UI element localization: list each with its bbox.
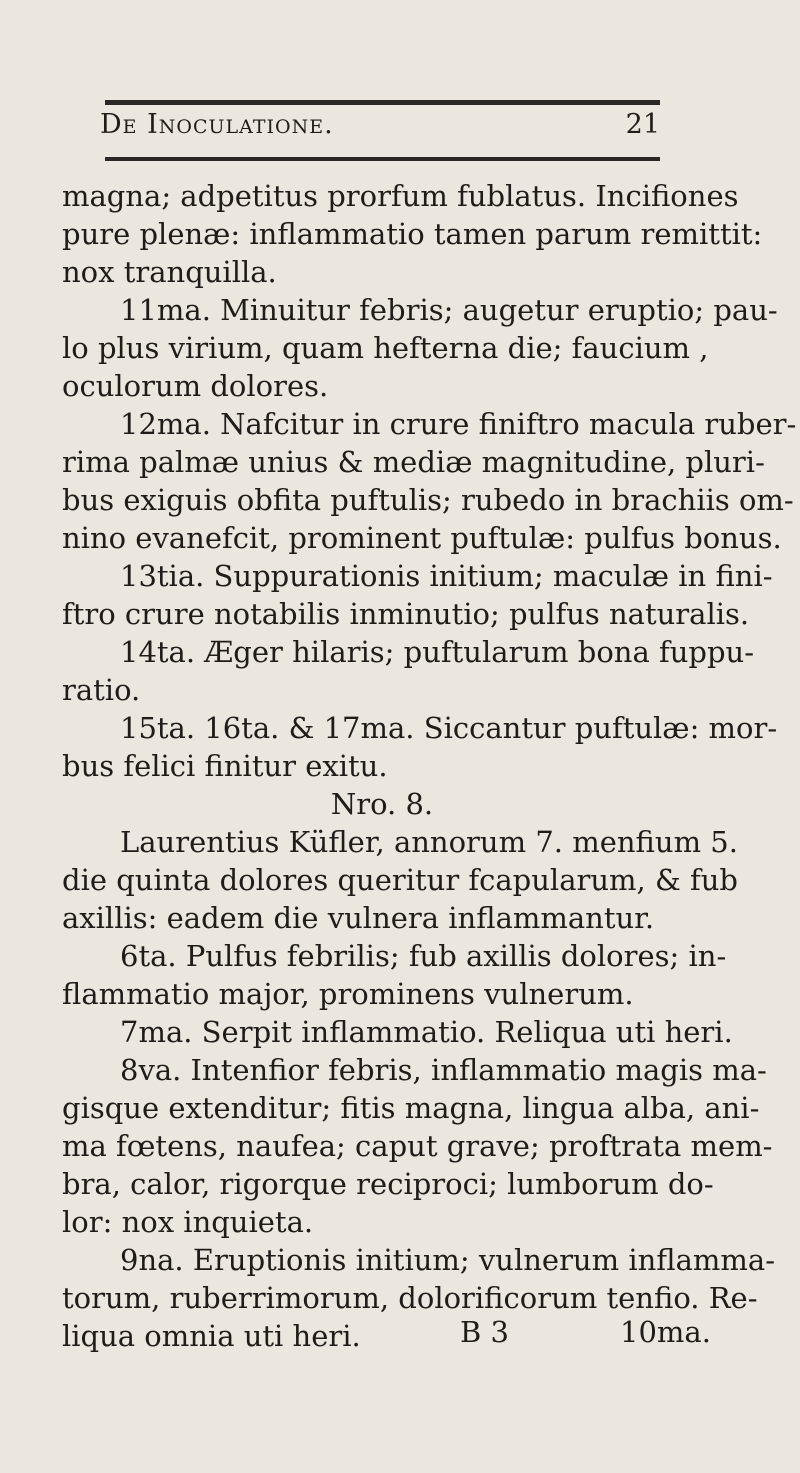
text-line: 9na. Eruptionis initium; vulnerum inflamma- — [120, 1243, 775, 1277]
text-line: lo plus virium, quam hefterna die; faucium , — [62, 331, 709, 365]
text-line: 7ma. Serpit inflammatio. Reliqua uti heri. — [120, 1015, 733, 1049]
text-line: 13tia. Suppurationis initium; maculæ in fini- — [120, 559, 773, 593]
text-line: 11ma. Minuitur febris; augetur eruptio; pau- — [120, 293, 778, 327]
text-line: Laurentius Küfler, annorum 7. menfium 5. — [120, 825, 738, 859]
text-line: torum, ruberrimorum, dolorificorum tenfio. Re- — [62, 1281, 758, 1315]
text-line: 15ta. 16ta. & 17ma. Siccantur puftulæ: mor- — [120, 711, 778, 745]
catchword: 10ma. — [620, 1315, 711, 1349]
running-title: De Inoculatione. — [100, 109, 334, 140]
page-footer — [0, 1315, 800, 1355]
text-line: flammatio major, prominens vulnerum. — [62, 977, 634, 1011]
text-line: nino evanefcit, prominent puftulæ: pulfus bonus. — [62, 521, 782, 555]
page-number: 21 — [625, 109, 660, 140]
text-line: gisque extenditur; fitis magna, lingua alba, ani- — [62, 1091, 760, 1125]
header-rule-bottom — [105, 157, 660, 161]
text-line: die quinta dolores queritur fcapularum, & fub — [62, 863, 738, 897]
text-line: liqua omnia uti heri. — [62, 1319, 361, 1353]
text-line: ftro crure notabilis inminutio; pulfus naturalis. — [62, 597, 750, 631]
text-line: axillis: eadem die vulnera inflammantur. — [62, 901, 655, 935]
text-line: bus exiguis obfita puftulis; rubedo in brachiis om- — [62, 483, 794, 517]
text-line: 12ma. Nafcitur in crure finiftro macula ruber- — [120, 407, 797, 441]
case-heading: Nro. 8. — [330, 787, 434, 821]
text-line: ratio. — [62, 673, 141, 707]
text-line: rima palmæ unius & mediæ magnitudine, pluri- — [62, 445, 765, 479]
text-line: 6ta. Pulfus febrilis; fub axillis dolores; in- — [120, 939, 727, 973]
running-header — [100, 109, 660, 149]
text-line: bra, calor, rigorque reciproci; lumborum do- — [62, 1167, 714, 1201]
text-line: oculorum dolores. — [62, 369, 329, 403]
text-line: 8va. Intenfior febris, inflammatio magis ma- — [120, 1053, 767, 1087]
text-line: bus felici finitur exitu. — [62, 749, 388, 783]
text-line: nox tranquilla. — [62, 255, 277, 289]
text-line: magna; adpetitus prorfum fublatus. Incifiones — [62, 179, 739, 213]
signature-mark: B 3 — [460, 1315, 509, 1349]
text-line: pure plenæ: inflammatio tamen parum remittit: — [62, 217, 763, 251]
text-line: ma fœtens, naufea; caput grave; proftrata mem- — [62, 1129, 773, 1163]
header-rule-top — [105, 100, 660, 105]
text-line: lor: nox inquieta. — [62, 1205, 314, 1239]
text-line: 14ta. Æger hilaris; puftularum bona fuppu- — [120, 635, 754, 669]
